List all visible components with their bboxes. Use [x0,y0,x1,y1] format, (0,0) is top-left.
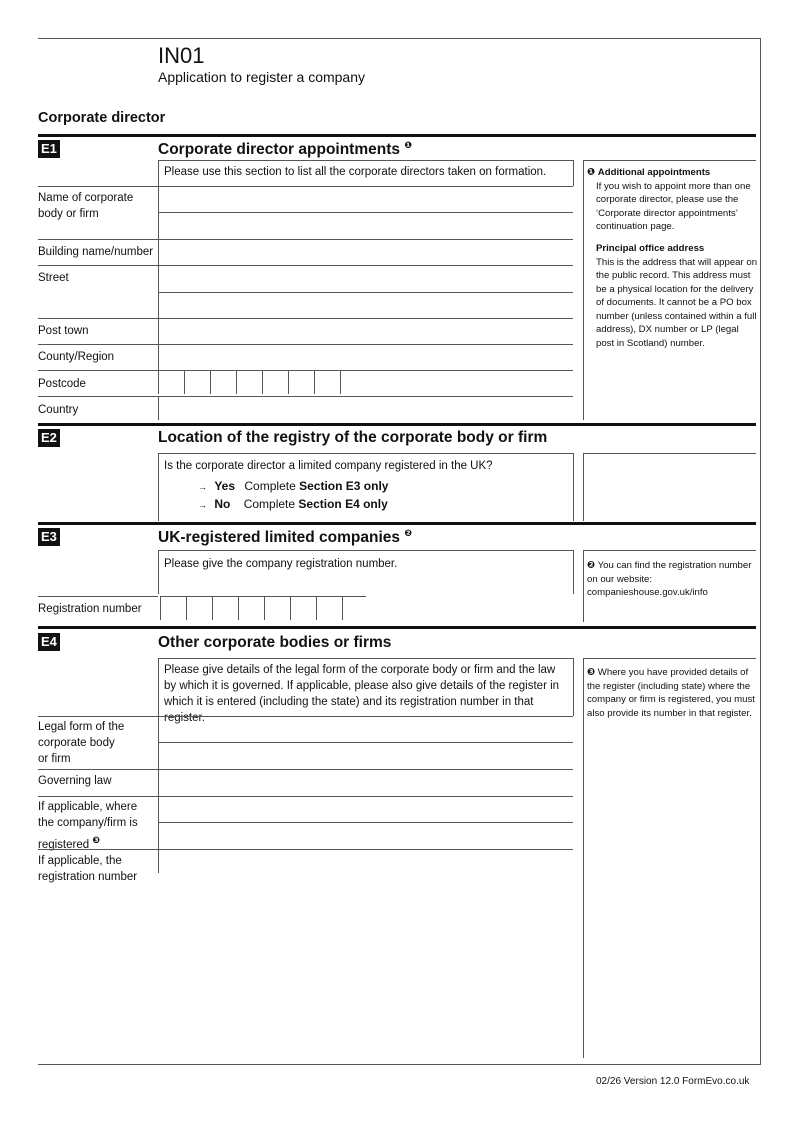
county-input[interactable] [162,347,571,369]
postcode-input[interactable] [162,373,340,395]
e1-title: Corporate director appointments [158,141,400,159]
arrow-right-icon: → [198,482,207,492]
label-name-2: body or firm [38,208,99,220]
option-label: Yes [214,479,236,493]
e3-rule [38,522,756,525]
e1-note-marker: ❶ [404,140,412,150]
label-registered-1: If applicable, where [38,801,138,813]
option-section: Section E3 only [299,479,389,493]
option-label: No [214,497,231,511]
e1-side-note-2-title: Principal office address [596,243,705,254]
label-registered-3: registered [38,838,90,851]
row-line [158,212,573,213]
postcode-tick [340,370,341,394]
e4-row-line [158,849,159,873]
e4-side-line [583,658,756,659]
e1-side-line [583,160,756,161]
e3-side-line [583,550,756,551]
e1-side-note-1-marker: ❶ [587,167,596,178]
e3-line [38,596,158,597]
e2-badge: E2 [38,429,60,447]
e4-side-line [583,658,584,1058]
e2-option-yes [198,479,388,493]
e4-line [158,658,159,716]
label-name-1: Name of corporate [38,192,134,204]
e2-side-line [583,453,584,521]
e2-line [158,453,573,454]
e4-row-line [158,769,159,796]
e2-title: Location of the registry of the corporate body or firm [158,429,548,446]
right-border [760,38,761,1065]
row-line [38,396,573,397]
e2-side-line [583,453,756,454]
country-input[interactable] [162,399,571,419]
e3-note-marker: ❷ [404,528,412,538]
postcode-tick [158,370,159,394]
registered-input-1[interactable] [162,799,571,821]
e2-rule [38,423,756,426]
e1-side-note-1-text: If you wish to appoint more than one corporate director, please use the ‘Corporate director appointments’ continuation page. [596,180,751,232]
row-line [158,318,159,344]
e4-side-note [587,666,759,720]
e4-badge: E4 [38,633,60,651]
e4-row-line [38,849,573,850]
registration-number-input[interactable] [164,599,364,621]
e3-side-line [583,550,584,622]
e3-instruction: Please give the company registration number. [164,558,398,570]
row-line [158,239,159,265]
label-legal-form-3: or firm [38,753,71,765]
name-input-2[interactable] [162,215,571,237]
label-governing-law: Governing law [38,775,112,787]
registered-note-marker: ❸ [92,835,100,845]
e3-line [158,550,573,551]
option-text: Complete [243,497,296,511]
e4-side-note-marker: ❸ [587,667,596,678]
e1-heading [158,140,412,159]
e3-line [573,550,574,594]
e4-row-line [38,769,573,770]
e2-option-no [198,497,388,511]
e3-side-note-marker: ❷ [587,560,596,571]
e4-row-line [158,742,573,743]
e1-side-note-1 [587,166,759,234]
building-input[interactable] [162,242,571,264]
regnum-input[interactable] [162,852,571,872]
e2-line [573,453,574,521]
e3-badge: E3 [38,528,60,546]
street-input-2[interactable] [162,295,571,317]
option-text: Complete [244,479,296,493]
registered-input-2[interactable] [162,825,571,847]
street-input-1[interactable] [162,268,571,290]
label-registration-number: Registration number [38,603,142,615]
e4-line [573,658,574,716]
e2-question: Is the corporate director a limited company registered in the UK? [164,460,493,472]
legal-form-input-1[interactable] [162,719,571,741]
e4-row-line [38,796,573,797]
e4-side-note-text: Where you have provided details of the register (including state) where the company or firm is registered, you must also provide its number in that register. [587,667,755,719]
e1-badge: E1 [38,140,60,158]
form-title: Application to register a company [158,69,365,85]
e4-row-line [158,822,573,823]
e3-title: UK-registered limited companies [158,529,401,547]
e3-line [158,550,159,594]
label-county: County/Region [38,351,115,363]
e1-rule [38,134,756,137]
row-line [38,186,573,187]
row-line [38,265,573,266]
option-section: Section E4 only [298,497,388,511]
e3-side-note [587,559,759,600]
bottom-border [38,1064,760,1065]
label-country: Country [38,404,79,416]
row-line [38,239,573,240]
label-regnum-1: If applicable, the [38,855,122,867]
e1-side-note-1-title: Additional appointments [597,167,711,178]
row-line [38,344,573,345]
e1-side-line [583,160,584,420]
postcode-tick [340,370,364,371]
e1-side-note-2-text: This is the address that will appear on the public record. This address must be a physical location for the delivery of documents. It cannot be a PO box number (unless contained within a full address), DX number or LP (legal post in Scotland) number. [596,256,758,349]
e3-side-note-text: You can find the registration number on our website: companieshouse.gov.uk/info [587,560,752,598]
regnum-tick [160,596,366,597]
regnum-tick [160,596,161,620]
e4-line [158,658,573,659]
form-code: IN01 [158,43,205,68]
label-legal-form-1: Legal form of the [38,721,125,733]
e3-heading [158,528,412,547]
e4-title: Other corporate bodies or firms [158,634,392,651]
legal-form-input-2[interactable] [162,745,571,767]
row-line [158,344,159,370]
label-legal-form-2: corporate body [38,737,115,749]
e4-instruction: Please give details of the legal form of the corporate body or firm and the law by which it is governed. If applicable, please also give details of the register in which it is entered (including the state) and its registration number in that register. [164,664,560,724]
row-line [38,370,573,371]
label-building: Building name/number [38,246,154,258]
label-street: Street [38,272,69,284]
e1-line [573,160,574,186]
label-post-town: Post town [38,325,89,337]
row-line [158,292,573,293]
e1-line [158,160,573,161]
name-input-1[interactable] [162,189,571,211]
e1-instruction: Please use this section to list all the corporate directors taken on formation. [164,166,547,178]
e1-line [158,160,159,186]
row-line [38,318,573,319]
e2-line [158,453,159,521]
label-registered-2: the company/firm is [38,817,138,829]
top-border [38,38,760,39]
label-postcode: Postcode [38,378,86,390]
label-regnum-2: registration number [38,871,138,883]
post-town-input[interactable] [162,321,571,343]
e4-row-line [38,716,573,717]
e4-rule [38,626,756,629]
e1-side-note-2 [596,242,759,350]
row-line [158,396,159,420]
section-title: Corporate director [38,110,166,126]
arrow-right-icon: → [198,500,207,510]
footer-text: 02/26 Version 12.0 FormEvo.co.uk [596,1076,750,1087]
governing-law-input[interactable] [162,772,571,794]
